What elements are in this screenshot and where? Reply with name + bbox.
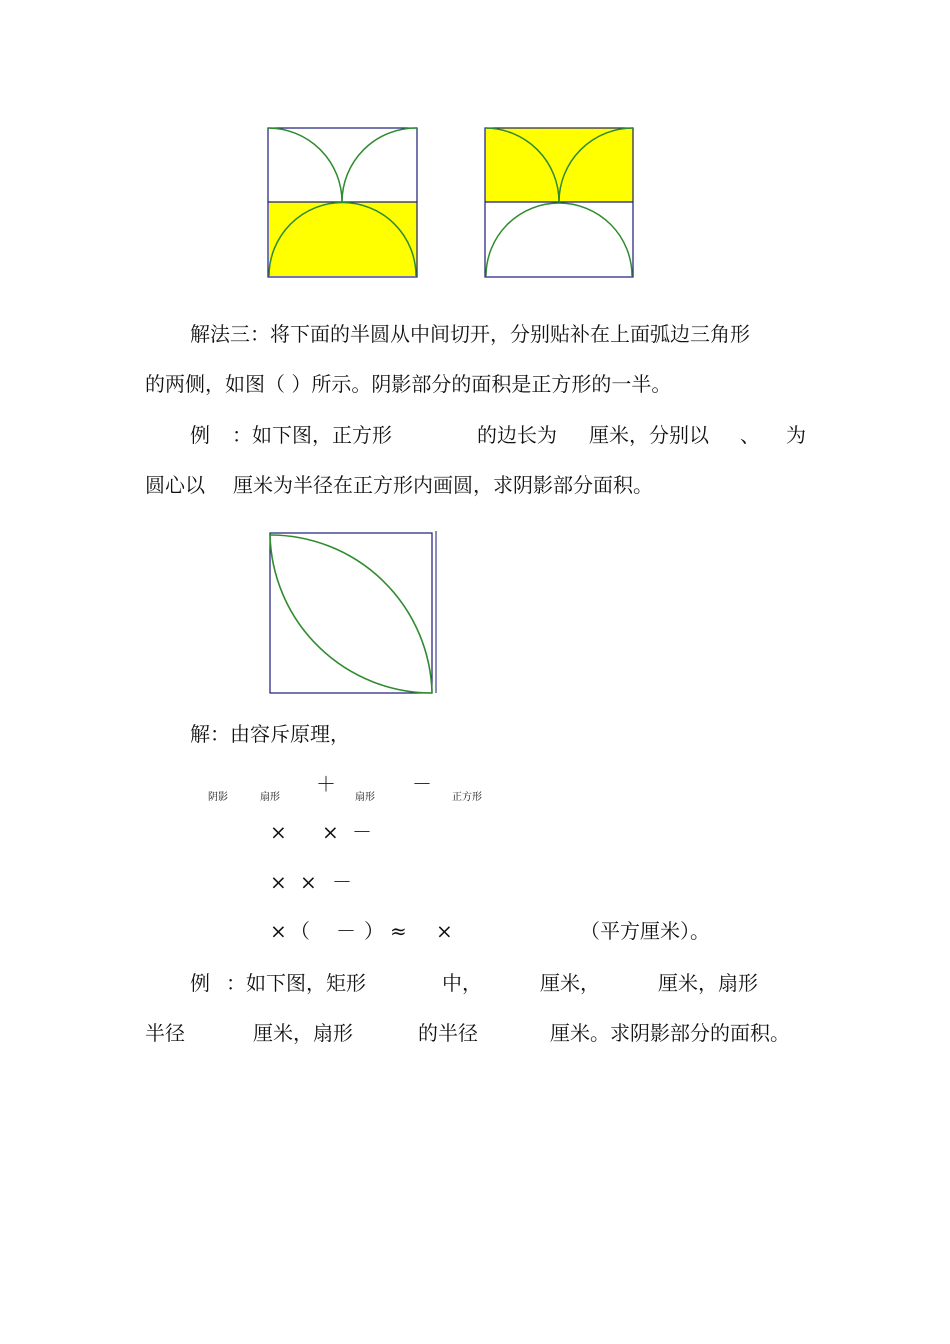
row3-times1: × — [270, 870, 287, 894]
sub-sector2: 扇形 — [355, 792, 375, 803]
example-a-line2-a: 圆心以 — [145, 473, 205, 497]
method3-line2: 的两侧，如图（ ）所示。阴影部分的面积是正方形的一半。 — [145, 372, 672, 396]
row3-times2: × — [300, 870, 317, 894]
shaded-bottom-rect — [269, 202, 417, 276]
example-a-side: 的边长为 — [477, 423, 557, 447]
sub-shadow: 阴影 — [208, 792, 228, 803]
top-left-arc — [268, 128, 342, 202]
sol-minus: － — [412, 772, 432, 796]
row4-approx: ≈ — [390, 919, 407, 943]
example-b-line2-d: 厘米。求阴影部分的面积。 — [550, 1021, 790, 1045]
row4-times: × — [270, 919, 287, 943]
solution-lead: 解：由容斥原理， — [190, 722, 350, 746]
top-right-arc — [342, 128, 417, 202]
example-b-mid: 中， — [442, 971, 482, 995]
example-b-unit2: 厘米，扇形 — [658, 971, 758, 995]
row4-times2: × — [436, 919, 453, 943]
example-a-line1 — [0, 423, 950, 449]
row2-minus: － — [352, 820, 372, 844]
sol-plus: ＋ — [316, 772, 336, 796]
row4-unit: （平方厘米）。 — [580, 919, 710, 943]
figure-leaf — [265, 528, 440, 698]
example-b-line2-c: 的半径 — [418, 1021, 478, 1045]
example-b-unit1: 厘米， — [540, 971, 600, 995]
example-b-line2 — [0, 1021, 950, 1047]
figure-top-shaded — [480, 123, 640, 283]
leaf-upper-arc — [270, 535, 432, 693]
row4-minus: － — [336, 919, 356, 943]
row2-times2: × — [322, 820, 339, 844]
example-a-line2-b: 厘米为半径在正方形内画圆，求阴影部分面积。 — [233, 473, 653, 497]
sub-sector1: 扇形 — [260, 792, 280, 803]
example-b-label: 例 — [190, 971, 210, 995]
figure-bottom-shaded — [262, 123, 422, 283]
leaf-lower-arc — [270, 535, 432, 693]
sub-square: 正方形 — [452, 792, 482, 803]
example-b-line2-b: 厘米，扇形 — [253, 1021, 353, 1045]
example-b-line1 — [0, 971, 950, 997]
example-a-label: 例 — [190, 423, 210, 447]
example-a-line2 — [0, 473, 950, 499]
example-a-intro: ：如下图，正方形 — [232, 423, 392, 447]
row2-times1: × — [270, 820, 287, 844]
method3-line1: 解法三：将下面的半圆从中间切开，分别贴补在上面弧边三角形 — [190, 322, 750, 346]
example-b-line2-a: 半径 — [145, 1021, 185, 1045]
row4-open: （ — [290, 919, 310, 943]
example-a-as: 为 — [786, 423, 806, 447]
row3-minus: － — [332, 870, 352, 894]
example-a-sep: 、 — [740, 423, 760, 447]
example-a-unit: 厘米，分别以 — [589, 423, 709, 447]
example-b-intro: ：如下图，矩形 — [226, 971, 366, 995]
row4-close: ） — [364, 919, 384, 943]
bottom-semicircle — [486, 203, 632, 276]
